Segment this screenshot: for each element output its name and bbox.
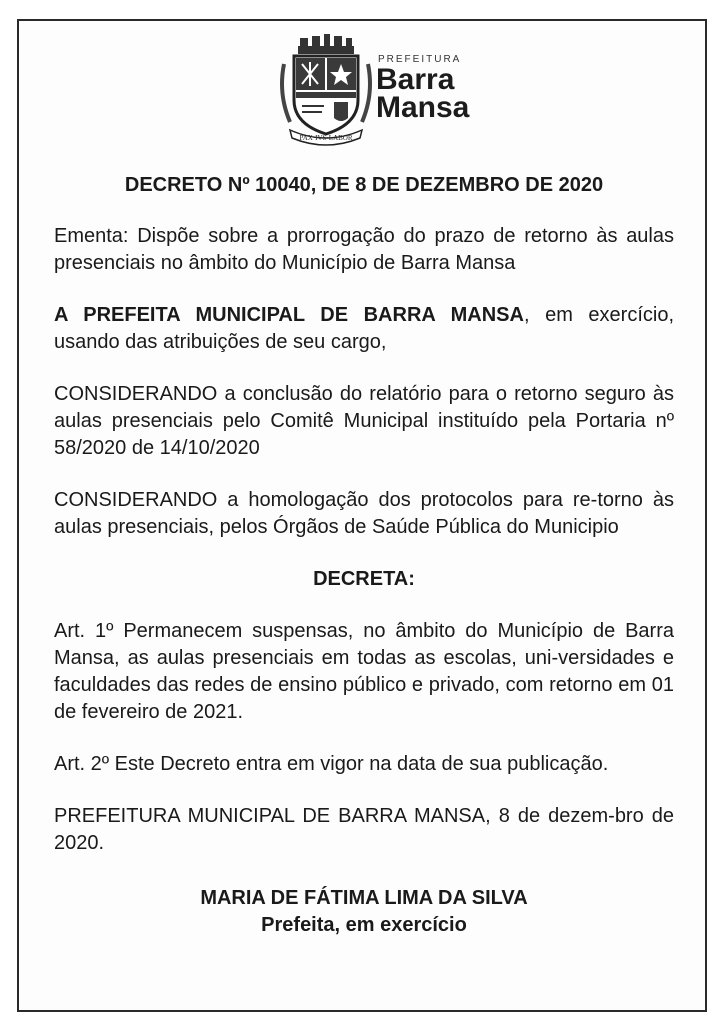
intro-rest-text: , em exercício, usando das atribuições de seu cargo, bbox=[54, 304, 674, 353]
header-logo bbox=[276, 34, 496, 146]
intro-paragraph bbox=[54, 302, 674, 356]
signer-title: Prefeita, em exercício bbox=[261, 914, 467, 936]
decree-body bbox=[54, 172, 674, 939]
municipal-crest-icon bbox=[276, 34, 376, 146]
intro-bold-text: A PREFEITA MUNICIPAL DE BARRA MANSA bbox=[54, 304, 524, 326]
ementa-paragraph: Ementa: Dispõe sobre a prorrogação do prazo de retorno às aulas presenciais no âmbito do Município de Barra Mansa bbox=[54, 225, 674, 274]
brand-mansa-label: Mansa bbox=[376, 91, 470, 124]
decreta-heading: DECRETA: bbox=[313, 568, 415, 590]
closing-paragraph: PREFEITURA MUNICIPAL DE BARRA MANSA, 8 de dezem-bro de 2020. bbox=[54, 805, 674, 854]
considerando-1-paragraph: CONSIDERANDO a conclusão do relatório para o retorno seguro às aulas presenciais pelo Comitê Municipal instituído pela Portaria nº 58/2020 de 14/10/2020 bbox=[54, 383, 674, 459]
brand-wordmark bbox=[376, 54, 506, 122]
considerando-2-paragraph: CONSIDERANDO a homologação dos protocolos para re-torno às aulas presenciais, pelos Órgãos de Saúde Pública do Municipio bbox=[54, 489, 674, 538]
brand-prefeitura-label: PREFEITURA bbox=[378, 54, 462, 65]
signature-block bbox=[54, 885, 674, 939]
art1-paragraph: Art. 1º Permanecem suspensas, no âmbito do Município de Barra Mansa, as aulas presenciais em todas as escolas, uni-versidades e faculdades das redes de ensino público e privado, com retorno em 01 de fevereiro de 2021. bbox=[54, 620, 674, 723]
crest-motto: PAX·IVS·LABOR bbox=[299, 134, 353, 142]
signer-name: MARIA DE FÁTIMA LIMA DA SILVA bbox=[200, 887, 528, 909]
decree-title: DECRETO Nº 10040, DE 8 DE DEZEMBRO DE 2020 bbox=[124, 174, 604, 196]
brand-barra-label: Barra bbox=[376, 63, 455, 96]
art2-paragraph: Art. 2º Este Decreto entra em vigor na data de sua publicação. bbox=[54, 753, 609, 775]
